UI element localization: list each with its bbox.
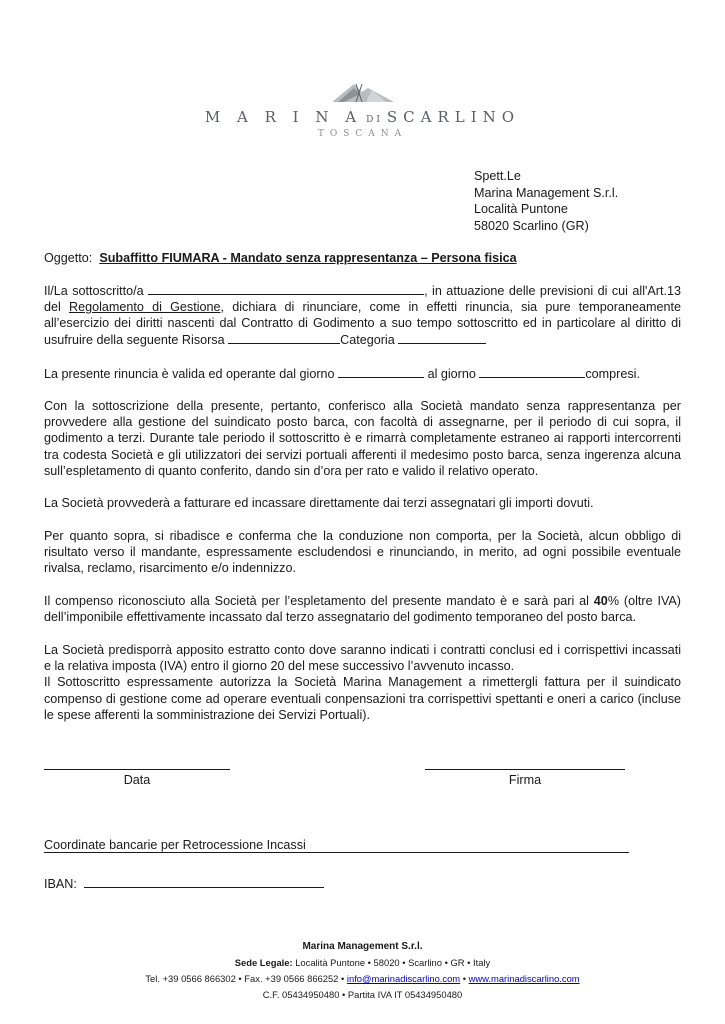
date-to-field[interactable] <box>479 366 585 378</box>
signature-line[interactable] <box>425 768 625 770</box>
brand-logo <box>0 78 725 139</box>
website-link[interactable]: www.marinadiscarlino.com <box>468 973 580 984</box>
footer-fiscal: C.F. 05434950480 • Partita IVA IT 05434950480 <box>262 989 463 1000</box>
iban-field[interactable] <box>84 876 324 888</box>
date-from-field[interactable] <box>338 366 424 378</box>
bank-details-line[interactable] <box>44 852 629 853</box>
subject-line: Oggetto: Subaffitto FIUMARA - Mandato senza rappresentanza – Persona fisica <box>44 251 517 265</box>
footer-company: Marina Management S.r.l. <box>302 941 423 952</box>
footer-seat: Sede Legale: Località Puntone • 58020 • Scarlino • GR • Italy <box>234 957 491 968</box>
category-field[interactable] <box>398 332 486 344</box>
date-line[interactable] <box>44 768 230 770</box>
footer <box>0 939 725 1003</box>
paragraph-validity: La presente rinuncia è valida ed operante dal giorno al giorno compresi. <box>44 367 640 381</box>
paragraph-declaration: Il/La sottoscritto/a , in attuazione delle previsioni di cui all'Art.13 del Regolamento di Gestione, dichiara di rinunciare, come in effetti rinuncia, sia pure temporaneamente all’esercizio dei diritti nascenti dal Contratto di Godimento a suo tempo sottoscritto ed in particolare al diritto di usufruire della seguente Risorsa Categoria <box>44 284 681 347</box>
date-signature-block <box>44 768 230 787</box>
footer-contacts: Tel. +39 0566 866302 • Fax. +39 0566 866252 • info@marinadiscarlino.com • www.marinadiscarlino.com <box>145 973 580 984</box>
paragraph-fee: Il compenso riconosciuto alla Società per l’espletamento del presente mandato è e sarà pari al 40% (oltre IVA) dell’imponibile effettivamente incassato dal terzo assegnatario del godimento temporaneo del posto barca. <box>44 594 681 625</box>
brand-name: M A R I N A DI SCARLINO <box>204 108 521 126</box>
date-label: Data <box>123 773 151 787</box>
signature-label: Firma <box>508 773 542 787</box>
sails-logo-icon <box>328 78 398 106</box>
paragraph-no-obligation: Per quanto sopra, si ribadisce e conferma che la conduzione non comporta, per la Società, alcun obbligo di risultato verso il mandante, espressamente escludendosi e rinunciando, in merito, ad ogni possibile eventuale rivalsa, reclamo, risarcimento e/o indennizzo. <box>44 529 681 576</box>
paragraph-statement: La Società predisporrà apposito estratto conto dove saranno indicati i contratti conclusi ed i corrispettivi incassati e la relativa imposta (IVA) entro il giorno 20 del mese successivo l’avvenuto incasso. Il Sottoscritto espressamente autorizza la Società Marina Management a rimettergli fattura per il suindicato compenso di gestione come ad operare eventuali conpensazioni tra corrispettivi spettanti e oneri a carico (incluse le spese afferenti la somministrazione dei Servizi Portuali). <box>44 643 681 722</box>
email-link[interactable]: info@marinadiscarlino.com <box>346 973 461 984</box>
bank-details-title: Coordinate bancarie per Retrocessione Incassi <box>44 838 306 852</box>
paragraph-mandate: Con la sottoscrizione della presente, pertanto, conferisco alla Società mandato senza rappresentanza per provvedere alla gestione del suindicato posto barca, con facoltà di assegnarne, per il periodo di cui sopra, il godimento a terzi. Durante tale periodo il sottoscritto è e rimarrà completamente estraneo ai rapporti intercorrenti tra codesta Società e gli utilizzatori dei servizi portuali afferenti il medesimo posto barca, senza ingerenza alcuna sull’espletamento di quanto conferito, dando sin d’ora per rato e valido il relativo operato. <box>44 399 681 478</box>
recipient-address: Spett.Le Marina Management S.r.l. Località Puntone 58020 Scarlino (GR) <box>474 169 619 233</box>
regolamento-link[interactable]: Regolamento di Gestione <box>69 300 221 315</box>
iban-label: IBAN: <box>44 877 77 891</box>
paragraph-invoicing: La Società provvederà a fatturare ed incassare direttamente dai terzi assegnatari gli importi dovuti. <box>44 496 594 510</box>
resource-field[interactable] <box>228 332 340 344</box>
sign-signature-block <box>425 768 625 787</box>
fee-percentage: 40 <box>593 594 608 608</box>
subject-text: Subaffitto FIUMARA - Mandato senza rappresentanza – Persona fisica <box>99 251 517 265</box>
iban-row <box>44 876 324 891</box>
brand-subtitle: TOSCANA <box>317 129 408 139</box>
name-field[interactable] <box>148 283 424 295</box>
